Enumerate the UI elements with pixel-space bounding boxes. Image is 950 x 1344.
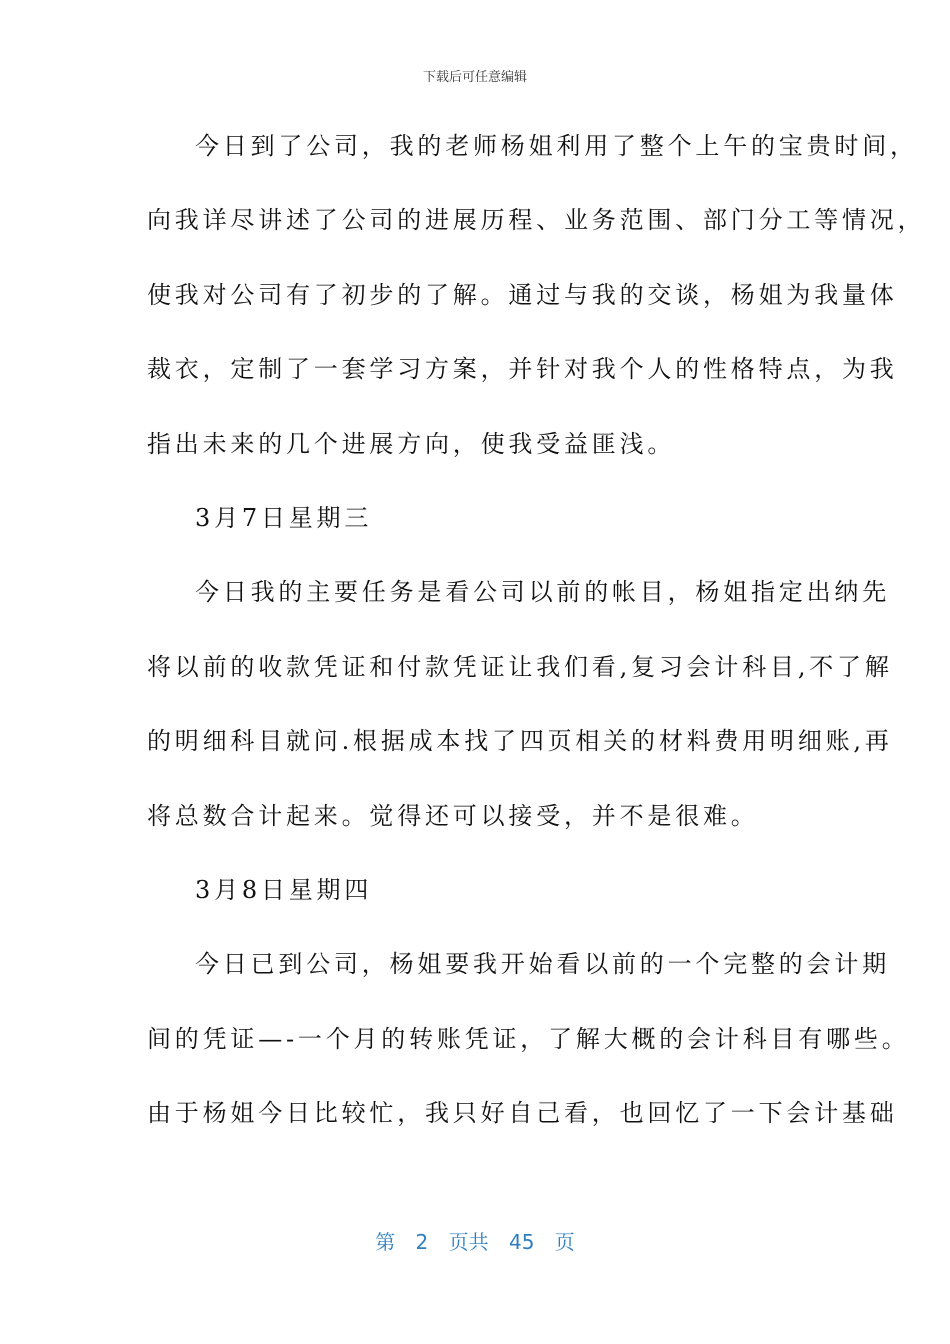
text-line: 将以前的收款凭证和付款凭证让我们看,复习会计科目,不了解 (147, 652, 893, 681)
text-line: 裁衣，定制了一套学习方案，并针对我个人的性格特点，为我 (147, 355, 898, 384)
date-heading: 3月8日星期四 (195, 875, 373, 904)
text-line: 间的凭证—-一个月的转账凭证，了解大概的会计科目有哪些。 (147, 1024, 910, 1053)
page-number-footer: 第 2 页共 45 页 (375, 1230, 575, 1254)
page-header: 下载后可任意编辑 (422, 70, 527, 85)
document-body (147, 118, 926, 1159)
text-line: 指出未来的几个进展方向，使我受益匪浅。 (147, 429, 676, 458)
text-line: 将总数合计起来。觉得还可以接受，并不是很难。 (147, 801, 759, 830)
text-line: 今日已到公司，杨姐要我开始看以前的一个完整的会计期 (195, 950, 890, 979)
text-line: 今日到了公司，我的老师杨姐利用了整个上午的宝贵时间， (195, 132, 918, 160)
text-line: 向我详尽讲述了公司的进展历程、业务范围、部门分工等情况， (147, 206, 926, 235)
text-line: 的明细科目就问.根据成本找了四页相关的材料费用明细账,再 (147, 727, 893, 756)
text-line: 由于杨姐今日比较忙，我只好自己看，也回忆了一下会计基础 (147, 1099, 898, 1128)
text-line: 今日我的主要任务是看公司以前的帐目，杨姐指定出纳先 (195, 578, 890, 607)
date-heading: 3月7日星期三 (195, 503, 373, 532)
text-line: 使我对公司有了初步的了解。通过与我的交谈，杨姐为我量体 (147, 280, 898, 309)
